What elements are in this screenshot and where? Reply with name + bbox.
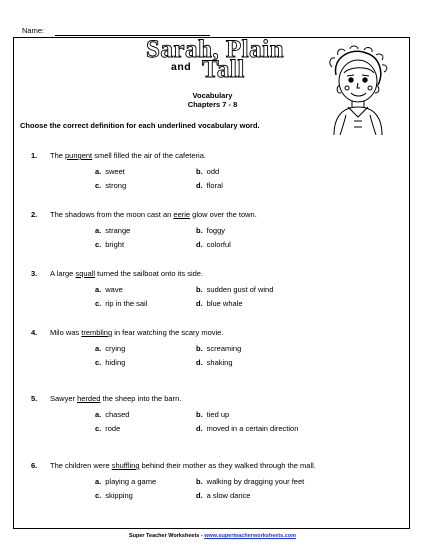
option-letter: d. [196, 181, 203, 190]
question-stem [50, 151, 206, 160]
option-letter: a. [95, 410, 102, 419]
option-text: rip in the sail [105, 299, 148, 308]
option-letter: b. [196, 226, 203, 235]
question-number: 2. [31, 210, 38, 219]
option-text: odd [206, 167, 220, 176]
option-text: playing a game [105, 477, 157, 486]
answer-option[interactable] [196, 344, 241, 353]
question-stem [50, 461, 316, 470]
option-letter: c. [95, 299, 102, 308]
option-text: strange [105, 226, 131, 235]
answer-option[interactable] [95, 299, 147, 308]
option-text: a slow dance [206, 491, 251, 500]
option-text: hiding [105, 358, 126, 367]
question-number: 5. [31, 394, 38, 403]
stem-text-after: glow over the town. [190, 210, 257, 219]
answer-option[interactable] [196, 240, 231, 249]
option-text: foggy [206, 226, 226, 235]
answer-option[interactable] [95, 285, 123, 294]
stem-text-before: Sawyer [50, 394, 78, 403]
title-and: and [171, 61, 192, 73]
answer-option[interactable] [95, 240, 124, 249]
option-text: sweet [105, 167, 125, 176]
answer-option[interactable] [95, 181, 126, 190]
question-number: 1. [31, 151, 38, 160]
answer-option[interactable] [196, 424, 298, 433]
option-letter: c. [95, 240, 102, 249]
option-letter: b. [196, 344, 203, 353]
stem-text-before: The children were [50, 461, 112, 470]
option-letter: d. [196, 358, 203, 367]
title-line1: Sarah, Plain [146, 36, 284, 63]
instructions: Choose the correct definition for each underlined vocabulary word. [20, 121, 260, 130]
answer-option[interactable] [95, 424, 120, 433]
stem-text-after: turned the sailboat onto its side. [95, 269, 204, 278]
option-text: blue whale [206, 299, 243, 308]
option-letter: a. [95, 285, 102, 294]
option-text: sudden gust of wind [206, 285, 274, 294]
question-stem [50, 269, 203, 278]
option-letter: a. [95, 344, 102, 353]
vocabulary-word: shuffling [111, 461, 140, 470]
stem-text-before: The shadows from the moon cast an [50, 210, 174, 219]
option-text: strong [105, 181, 127, 190]
option-letter: b. [196, 167, 203, 176]
question-stem [50, 394, 181, 403]
girl-illustration [318, 45, 398, 135]
option-letter: c. [95, 491, 102, 500]
subtitle-chapters: Chapters 7 - 8 [187, 100, 238, 109]
answer-option[interactable] [196, 491, 250, 500]
option-text: moved in a certain direction [206, 424, 299, 433]
answer-option[interactable] [95, 226, 130, 235]
answer-option[interactable] [95, 491, 133, 500]
option-text: walking by dragging your feet [206, 477, 305, 486]
option-letter: d. [196, 424, 203, 433]
vocabulary-word: herded [77, 394, 101, 403]
option-text: wave [105, 285, 123, 294]
vocabulary-word: squall [75, 269, 96, 278]
option-text: floral [206, 181, 223, 190]
answer-option[interactable] [95, 344, 125, 353]
stem-text-before: Milo was [50, 328, 82, 337]
option-letter: d. [196, 491, 203, 500]
answer-option[interactable] [95, 358, 125, 367]
option-letter: a. [95, 167, 102, 176]
stem-text-after: in fear watching the scary movie. [112, 328, 224, 337]
answer-option[interactable] [95, 167, 125, 176]
answer-option[interactable] [95, 477, 156, 486]
question-number: 4. [31, 328, 38, 337]
option-letter: d. [196, 240, 203, 249]
option-text: colorful [206, 240, 231, 249]
question-number: 3. [31, 269, 38, 278]
option-letter: c. [95, 424, 102, 433]
option-letter: c. [95, 358, 102, 367]
stem-text-before: A large [50, 269, 76, 278]
name-label: Name: [22, 26, 45, 35]
vocabulary-word: pungent [65, 151, 93, 160]
footer [0, 533, 425, 539]
option-text: bright [105, 240, 125, 249]
stem-text-after: behind their mother as they walked through the mall. [139, 461, 316, 470]
option-text: screaming [206, 344, 242, 353]
vocabulary-word: trembling [81, 328, 113, 337]
title-line2: Tall [202, 56, 245, 83]
answer-option[interactable] [196, 410, 229, 419]
option-letter: b. [196, 285, 203, 294]
option-letter: a. [95, 226, 102, 235]
answer-option[interactable] [196, 181, 223, 190]
answer-option[interactable] [196, 167, 219, 176]
option-text: skipping [105, 491, 133, 500]
question-number: 6. [31, 461, 38, 470]
subtitle-vocabulary: Vocabulary [192, 91, 233, 100]
answer-option[interactable] [196, 285, 273, 294]
answer-option[interactable] [196, 299, 243, 308]
option-text: tied up [206, 410, 230, 419]
option-letter: b. [196, 410, 203, 419]
answer-option[interactable] [196, 226, 225, 235]
question-stem [50, 210, 257, 219]
answer-option[interactable] [95, 410, 129, 419]
footer-publisher: Super Teacher Worksheets [128, 533, 200, 539]
stem-text-after: the sheep into the barn. [100, 394, 182, 403]
option-text: shaking [206, 358, 233, 367]
question-stem [50, 328, 223, 337]
answer-option[interactable] [196, 358, 233, 367]
vocabulary-word: eerie [173, 210, 191, 219]
stem-text-after: smell filled the air of the cafeteria. [92, 151, 206, 160]
option-letter: a. [95, 477, 102, 486]
option-text: crying [105, 344, 126, 353]
option-letter: b. [196, 477, 203, 486]
answer-option[interactable] [196, 477, 304, 486]
footer-separator: - [199, 533, 205, 539]
footer-link[interactable]: www.superteacherworksheets.com [204, 533, 297, 539]
option-letter: c. [95, 181, 102, 190]
stem-text-before: The [50, 151, 66, 160]
option-text: rode [105, 424, 121, 433]
option-text: chased [105, 410, 130, 419]
option-letter: d. [196, 299, 203, 308]
